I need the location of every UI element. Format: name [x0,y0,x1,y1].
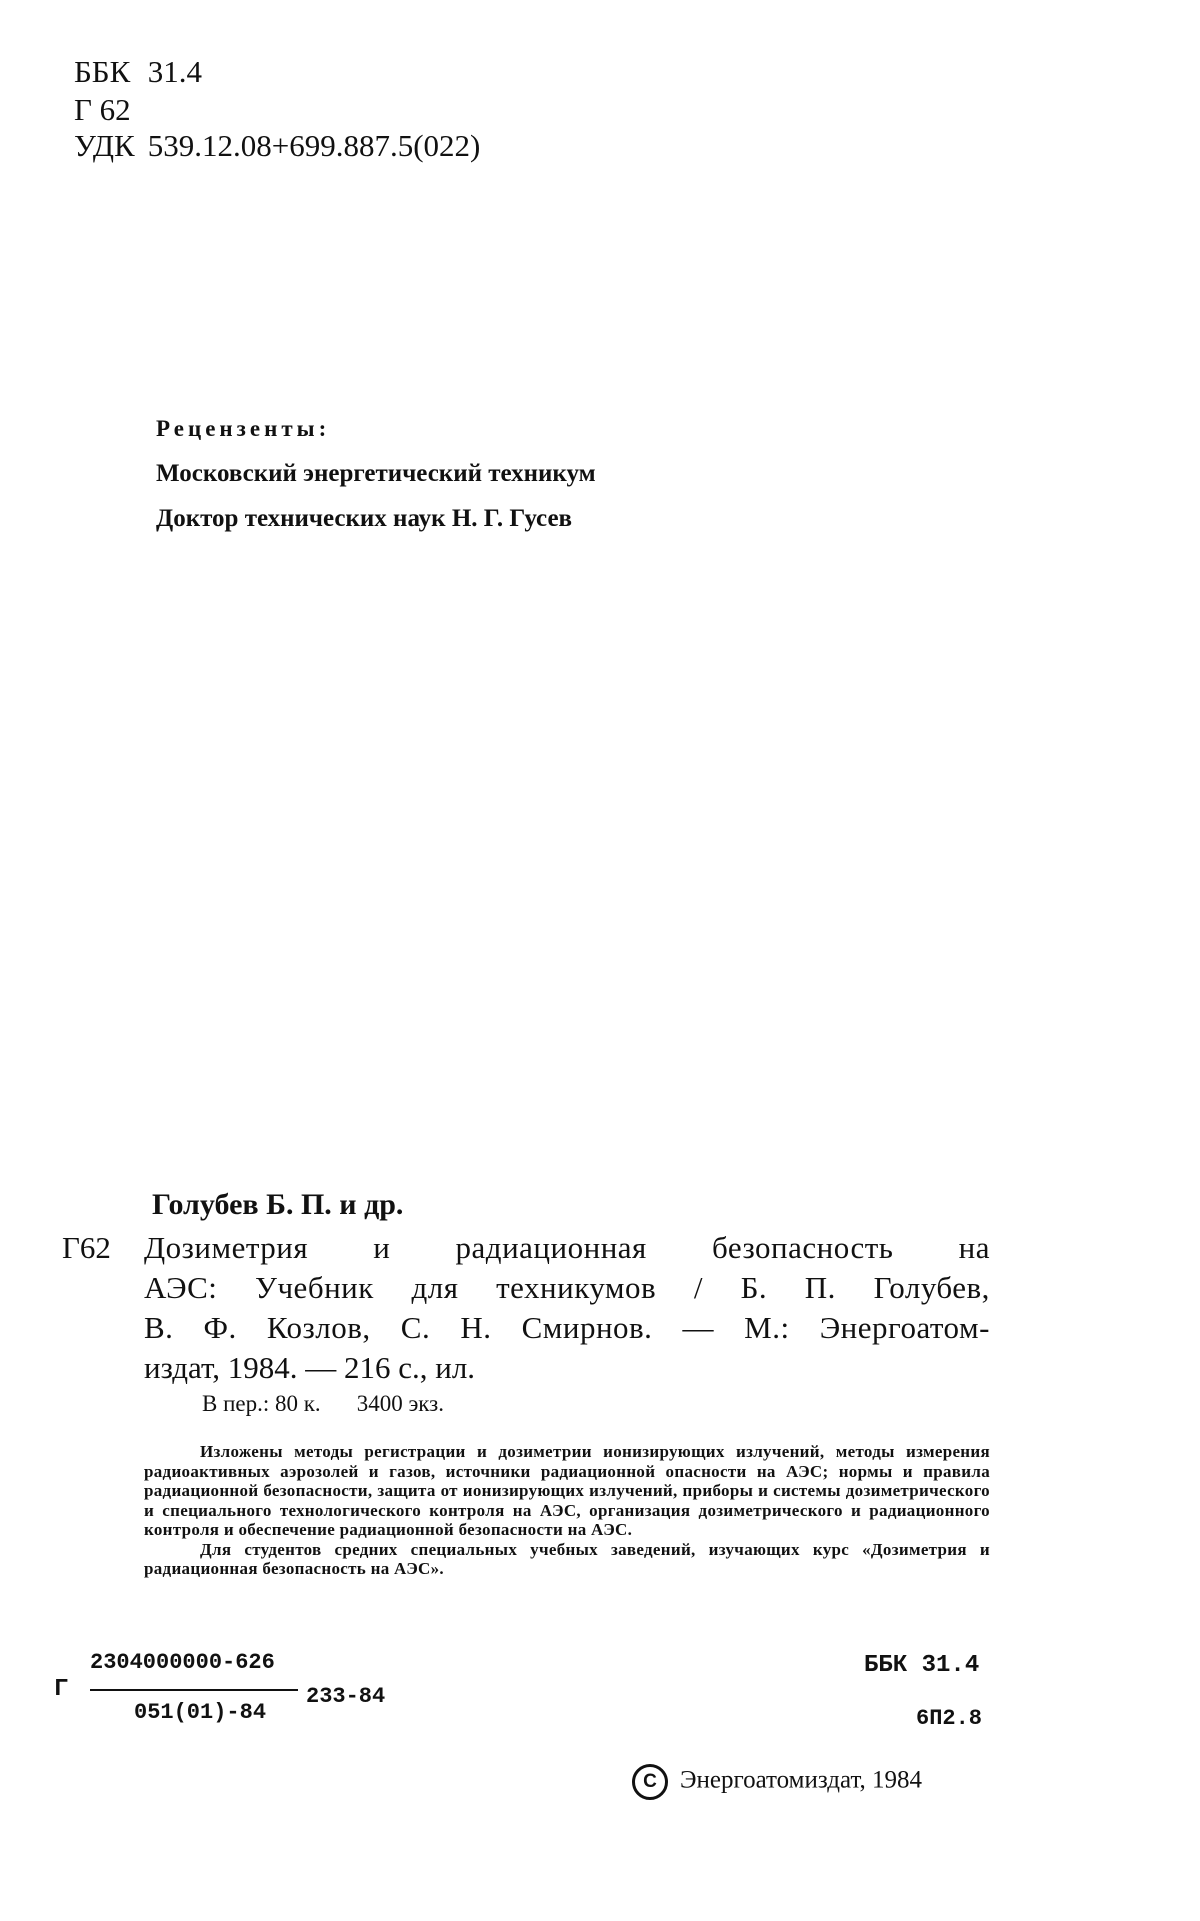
card-description-line [144,1310,990,1346]
word: Голубев, [873,1270,990,1305]
word: Ф. [203,1310,237,1345]
udk-value: 539.12.08+699.887.5(022) [147,128,481,163]
code-denominator: 051(01)-84 [134,1700,267,1725]
word: Дозиметрия [144,1230,309,1265]
annotation-paragraph: Изложены методы регистрации и дозиметрии ионизирующих излучений, методы измерения радиоактивных аэрозолей и газов, источники радиационной опасности на АЭС; нормы и правила радиационной безопасности, защита от ионизирующих излучений, приборы и системы дозиметрического и специального технологического контроля на АЭС, организация дозиметрического и радиационного контроля и обеспечение радиационной безопасности на АЭС. [144,1442,990,1539]
word: безопасность [711,1230,894,1265]
card-shelf-code: Г62 [62,1230,111,1265]
author-mark-value: 62 [99,92,131,127]
word: / [693,1270,703,1305]
annotation-paragraph: Для студентов средних специальных учебных заведений, изучающих курс «Дозиметрия и радиационная безопасность на АЭС». [144,1539,990,1578]
card-copies: 3400 экз. [356,1391,445,1416]
word: С. [400,1310,431,1345]
bbk-classification [74,54,202,90]
reviewer-item: Московский энергетический техникум [156,460,596,487]
card-description-last-line: издат, 1984. — 216 с., ил. [144,1350,476,1385]
word: Учебник [255,1270,374,1305]
udk-label: УДК [74,128,135,163]
word: П. [804,1270,836,1305]
word: Козлов, [266,1310,371,1345]
word: В. [144,1310,174,1345]
reviewers-heading: Рецензенты: [156,416,331,441]
code-numerator: 2304000000-626 [90,1650,275,1675]
udk-classification [74,128,480,164]
fraction-letter: Г [54,1676,69,1703]
word: Н. [460,1310,492,1345]
word: Смирнов. [521,1310,653,1345]
code-suffix: 233-84 [306,1684,386,1709]
annotation [144,1442,990,1579]
word: АЭС: [144,1270,218,1305]
card-author: Голубев Б. П. и др. [152,1188,404,1221]
author-mark-label: Г [74,92,92,127]
card-price: В пер.: 80 к. [202,1391,321,1416]
word: М.: [744,1310,790,1345]
word: техникумов [496,1270,657,1305]
word: — [682,1310,715,1345]
word: Б. [740,1270,768,1305]
bbk-label: ББК [74,54,131,89]
reviewer-item: Доктор технических наук Н. Г. Гусев [156,505,573,532]
bbk-sub-code: 6П2.8 [916,1706,983,1731]
copyright-text: Энергоатомиздат, 1984 [680,1766,923,1794]
word: Энергоатом- [819,1310,990,1345]
card-description-line [144,1270,990,1306]
word: и [373,1230,391,1265]
copyright-line [632,1764,922,1800]
word: на [958,1230,990,1265]
copyright-icon: C [632,1764,668,1800]
card-description-line [144,1230,990,1266]
word: радиационная [455,1230,647,1265]
bbk-value: 31.4 [147,54,202,89]
author-mark [74,92,131,128]
bbk-bottom: ББК 31.4 [864,1652,980,1679]
card-price-line [202,1391,444,1417]
word: для [411,1270,459,1305]
fraction-bar [90,1689,298,1691]
